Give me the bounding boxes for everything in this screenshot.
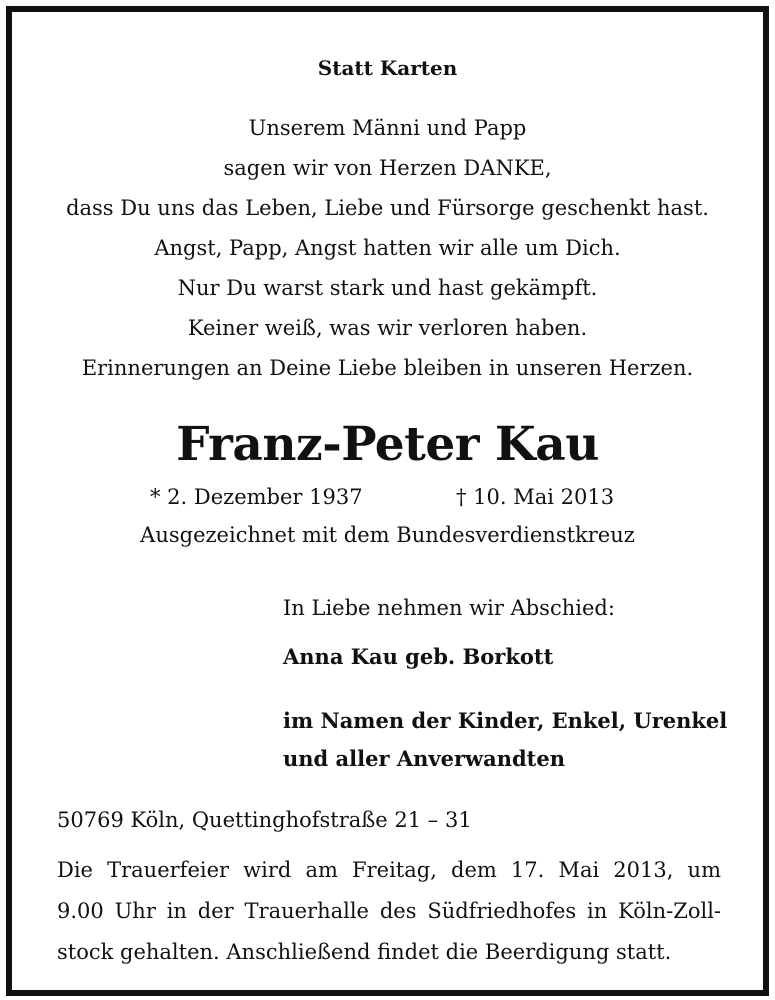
family-mourners — [283, 702, 727, 778]
farewell-line: In Liebe nehmen wir Abschied: — [283, 596, 615, 620]
obituary-notice — [6, 6, 769, 996]
ceremony-line: Die Trauerfeier wird am Freitag, dem 17. Mai 2013, um — [57, 858, 721, 882]
ceremony-paragraph — [57, 850, 721, 973]
poem-line: Angst, Papp, Angst hatten wir alle um Dich. — [154, 236, 621, 260]
notice-heading: Statt Karten — [317, 56, 458, 80]
poem-line: Erinnerungen an Deine Liebe bleiben in unseren Herzen. — [81, 356, 694, 380]
poem-line: Nur Du warst stark und hast gekämpft. — [177, 276, 598, 300]
family-line: im Namen der Kinder, Enkel, Urenkel — [283, 708, 728, 733]
poem-line: dass Du uns das Leben, Liebe und Fürsorge geschenkt hast. — [66, 196, 709, 220]
deceased-name: Franz-Peter Kau — [176, 417, 599, 472]
ceremony-line: stock gehalten. Anschließend findet die Beerdigung statt. — [57, 940, 672, 964]
address-line: 50769 Köln, Quettinghofstraße 21 – 31 — [57, 808, 472, 832]
poem-line: sagen wir von Herzen DANKE, — [223, 156, 552, 180]
poem-line: Unserem Männi und Papp — [248, 116, 527, 140]
ceremony-line: 9.00 Uhr in der Trauerhalle des Südfriedhofes in Köln-Zoll- — [57, 899, 721, 923]
poem-line: Keiner weiß, was wir verloren haben. — [187, 316, 588, 340]
birth-date: * 2. Dezember 1937 — [150, 485, 363, 509]
memorial-poem — [12, 108, 763, 388]
family-line: und aller Anverwandten — [283, 746, 565, 771]
honor-line: Ausgezeichnet mit dem Bundesverdienstkreuz — [140, 523, 635, 547]
death-date: † 10. Mai 2013 — [456, 485, 615, 509]
mourner-name: Anna Kau geb. Borkott — [283, 644, 554, 669]
